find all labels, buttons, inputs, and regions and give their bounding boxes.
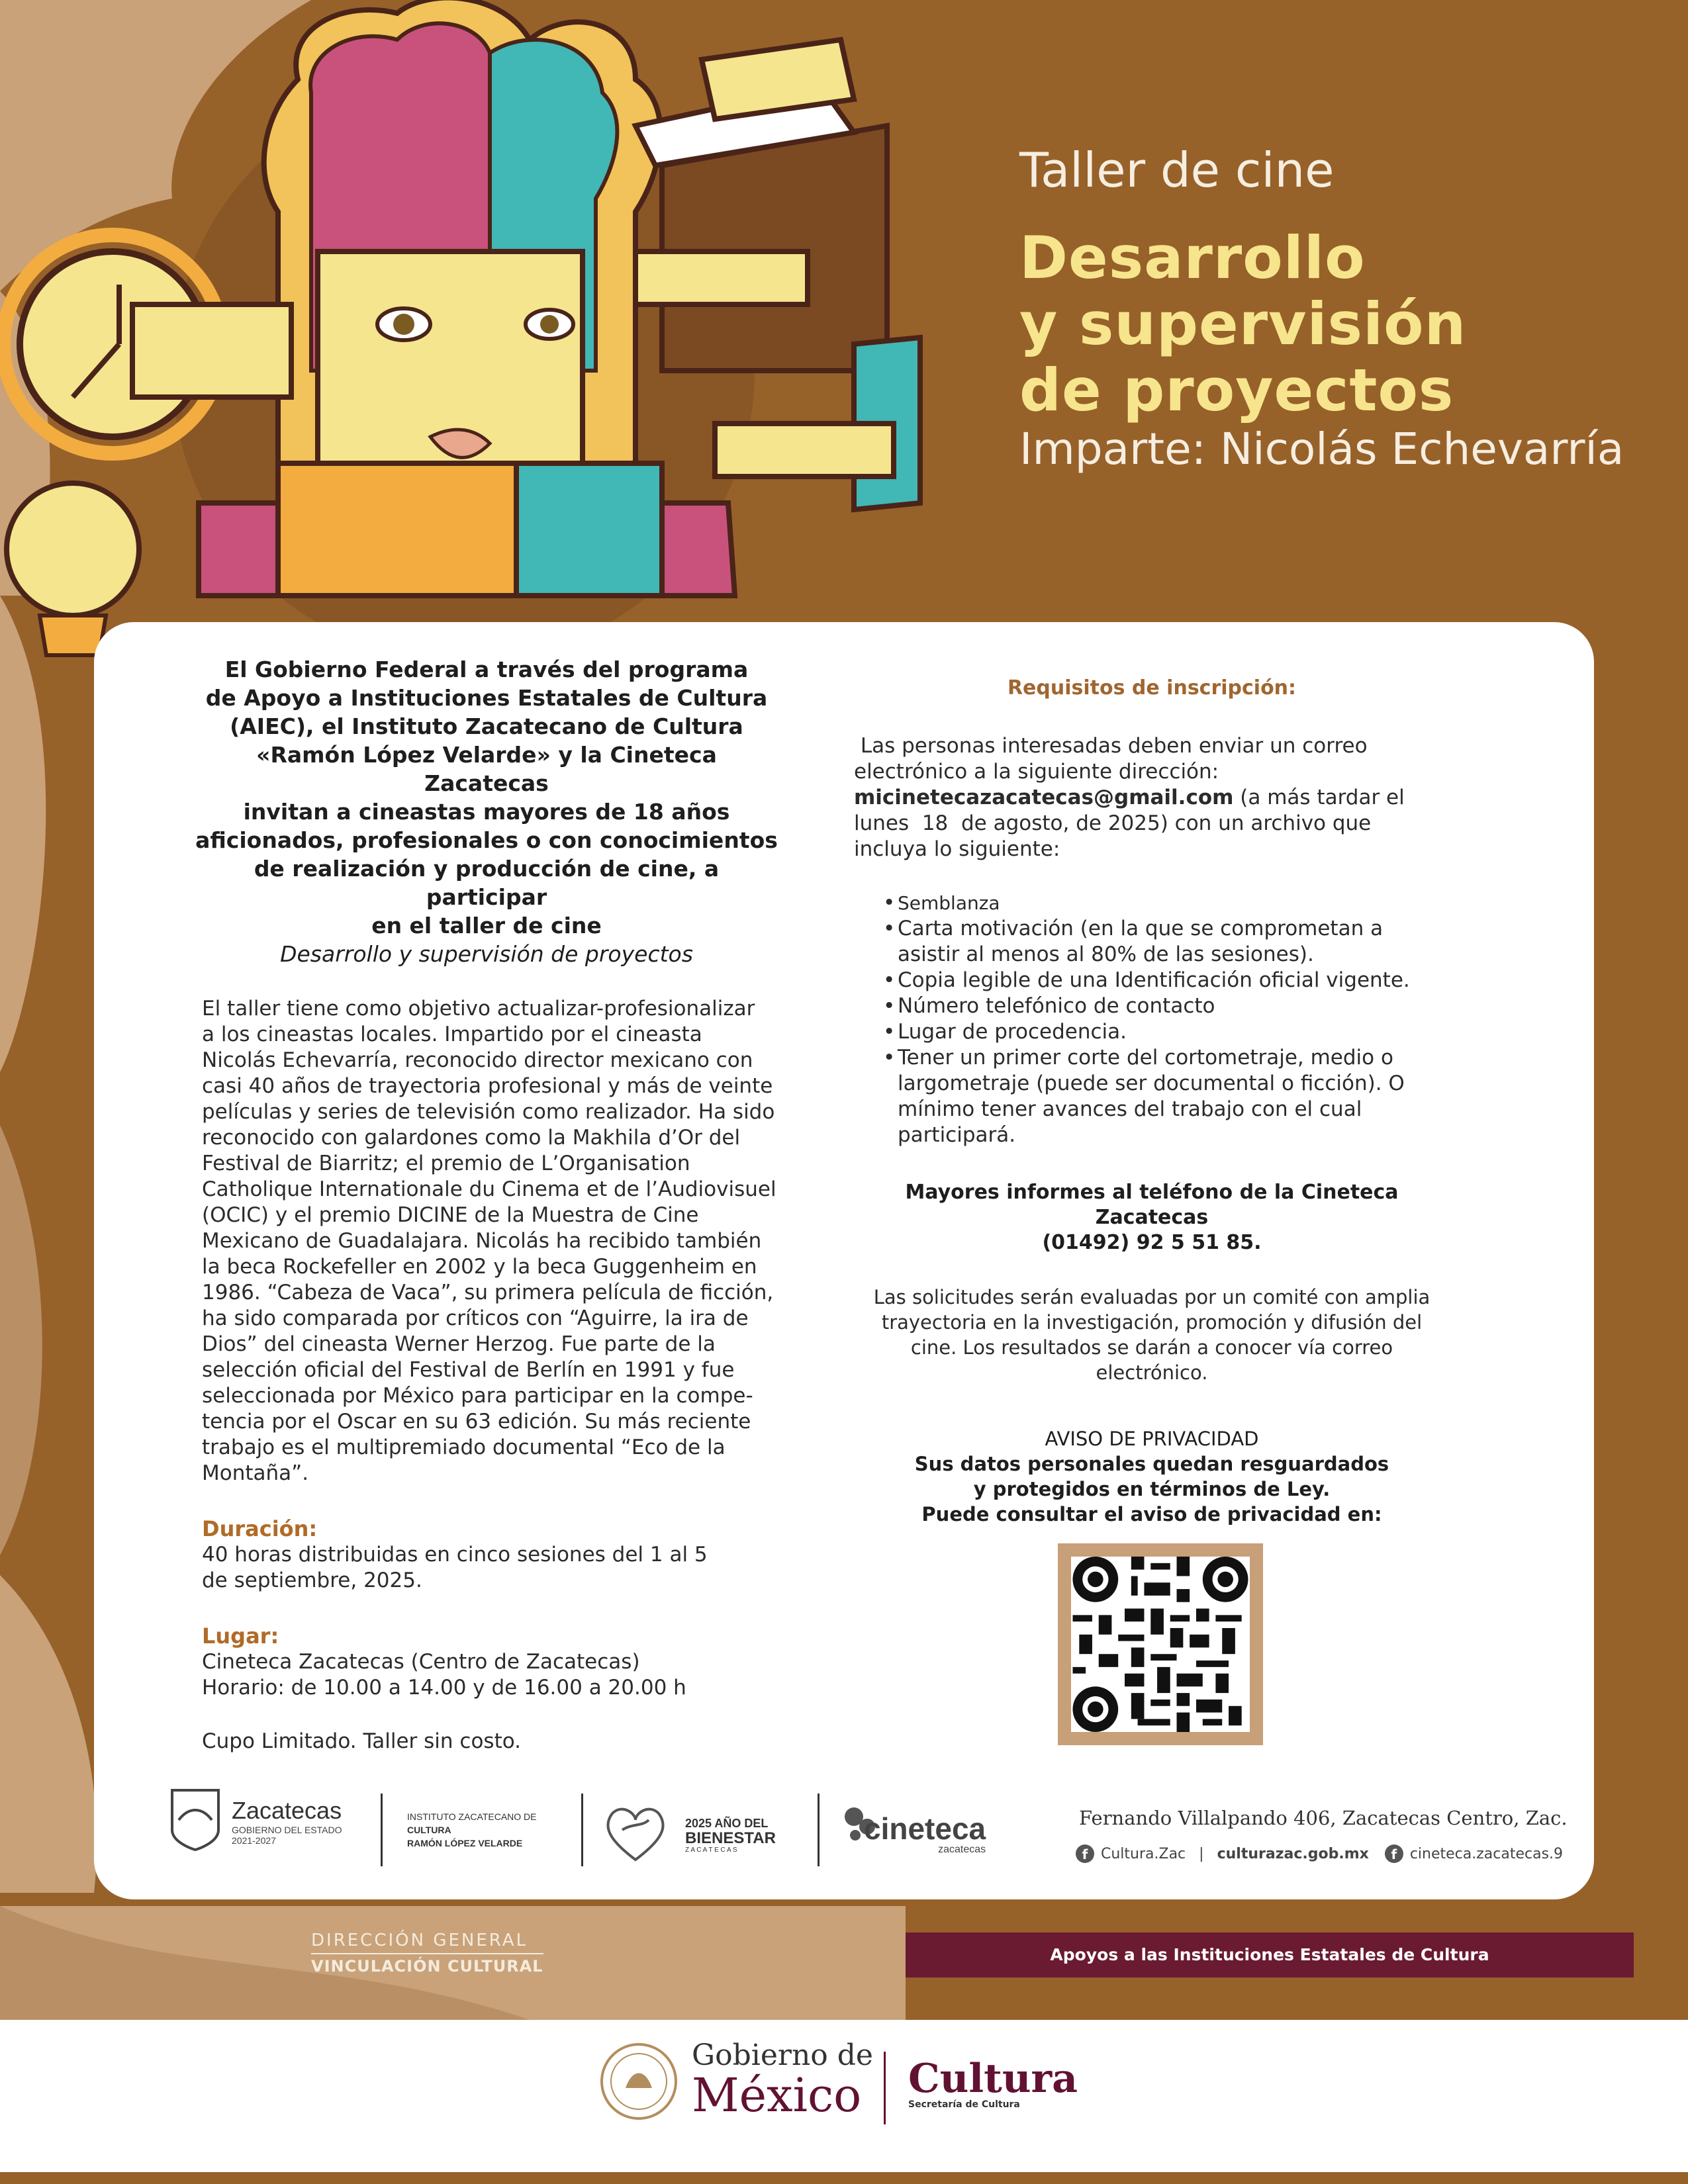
logo-divider [381, 1794, 383, 1866]
description-text [202, 996, 778, 1486]
item-text: Copia legible de una Identificación oficial vigente. [898, 968, 1410, 992]
list-item [883, 993, 1450, 1019]
item-text: asistir al menos al 80% de las sesiones). [898, 942, 1314, 966]
description-line: Catholique Internationale du Cinema et de l’Audiovisuel [202, 1177, 776, 1201]
duration-text [202, 1542, 778, 1594]
duration-line: de septiembre, 2025. [202, 1569, 422, 1592]
mexico-seal-icon [599, 2042, 679, 2124]
bienestar-line: BIENESTAR [685, 1829, 776, 1847]
item-text: Carta motivación (en la que se comprometan a [898, 917, 1383, 940]
bienestar-line: 2025 AÑO DEL [685, 1817, 769, 1830]
bullet-icon: • [883, 968, 896, 992]
description-line: tencia por el Oscar en su 63 edición. Su más reciente [202, 1410, 751, 1433]
facebook-icon: f [1385, 1844, 1403, 1863]
list-item [883, 968, 1450, 993]
description-line: Mexicano de Guadalajara. Nicolás ha recibido también [202, 1229, 762, 1253]
right-column [854, 675, 1450, 1527]
cineteca-name: cineteca [864, 1811, 986, 1846]
place-line: Cineteca Zacatecas (Centro de Zacatecas) [202, 1650, 640, 1674]
email-link[interactable]: micinetecazacatecas@gmail.com [854, 786, 1234, 809]
description-line: a los cineastas locales. Impartido por el cineasta [202, 1023, 702, 1046]
cultura-sub: Secretaría de Cultura [908, 2099, 1020, 2110]
list-item [883, 1045, 1450, 1148]
logo-divider [581, 1794, 583, 1866]
title-line-2: y supervisión [1019, 290, 1467, 358]
instructions-line: incluya lo siguiente: [854, 837, 1060, 861]
title-line-3: de proyectos [1019, 356, 1454, 424]
description-line: selección oficial del Festival de Berlín en 1991 y fue [202, 1358, 735, 1382]
intro-line: aficionados, profesionales o con conocimientos [195, 827, 778, 853]
description-line: casi 40 años de trayectoria profesional y más de veinte [202, 1074, 773, 1098]
dg-line-1: DIRECCIÓN GENERAL [311, 1931, 543, 1954]
heart-dove-icon [599, 1800, 672, 1866]
intro-workshop-title: Desarrollo y supervisión de proyectos [280, 941, 693, 967]
facebook-icon: f [1076, 1844, 1094, 1863]
zacatecas-years: 2021-2027 [232, 1835, 276, 1846]
izc-line: CULTURA [407, 1825, 451, 1835]
intro-line: de Apoyo a Instituciones Estatales de Cultura [205, 685, 768, 711]
privacy-notice [854, 1426, 1450, 1527]
intro-line: El Gobierno Federal a través del programa [224, 657, 749, 682]
privacy-line: Puede consultar el aviso de privacidad en: [921, 1503, 1382, 1525]
bullet-icon: • [883, 917, 896, 940]
gob-line-2: México [692, 2068, 862, 2122]
instructions-line: electrónico a la siguiente dirección: [854, 760, 1219, 784]
phone-number: (01492) 92 5 51 85. [1042, 1231, 1262, 1254]
logo-divider [884, 2052, 886, 2124]
facebook-link[interactable]: Cultura.Zac [1101, 1845, 1186, 1862]
instructor-line: Imparte: Nicolás Echevarría [1019, 424, 1624, 475]
description-line: 1986. “Cabeza de Vaca”, su primera película de ficción, [202, 1281, 774, 1304]
gobierno-mexico-logo [692, 2038, 873, 2122]
intro-line: (AIEC), el Instituto Zacatecano de Cultura [230, 713, 743, 739]
item-text: Semblanza [898, 892, 1000, 914]
instructions-line: lunes 18 de agosto, de 2025) con un archivo que [854, 811, 1372, 835]
description-line: (OCIC) y el premio DICINE de la Muestra de Cine [202, 1203, 699, 1227]
duration-line: 40 horas distribuidas en cinco sesiones del 1 al 5 [202, 1543, 708, 1567]
list-item [883, 1019, 1450, 1045]
logo-divider [818, 1794, 820, 1866]
address: Fernando Villalpando 406, Zacatecas Centro, Zac. [1079, 1807, 1568, 1829]
zacatecas-shield-icon [169, 1787, 222, 1853]
cineteca-sub: zacatecas [938, 1844, 986, 1855]
info-text [854, 1180, 1450, 1255]
deadline-text: (a más tardar el [1233, 786, 1405, 809]
description-line: películas y series de televisión como realizador. Ha sido [202, 1100, 775, 1124]
izc-line: RAMÓN LÓPEZ VELARDE [407, 1838, 523, 1848]
list-item [883, 916, 1450, 968]
evaluation-line: Las solicitudes serán evaluadas por un comité con amplia [873, 1286, 1430, 1308]
item-text: mínimo tener avances del trabajo con el cual [898, 1097, 1362, 1121]
title-line-1: Desarrollo [1019, 224, 1366, 292]
instructions-line: Las personas interesadas deben enviar un correo [854, 734, 1368, 758]
qr-code-icon [1071, 1557, 1250, 1732]
privacy-title: AVISO DE PRIVACIDAD [1045, 1428, 1259, 1450]
cineteca-logo-text [864, 1813, 986, 1856]
intro-line: «Ramón López Velarde» y la Cineteca Zacatecas [256, 742, 717, 796]
privacy-line: Sus datos personales quedan resguardados [914, 1453, 1389, 1475]
email-line [854, 785, 1450, 811]
dg-line-2: VINCULACIÓN CULTURAL [311, 1957, 543, 1976]
cultura-logo [908, 2058, 1078, 2110]
item-text: Tener un primer corte del cortometraje, medio o [898, 1046, 1393, 1069]
social-links [1076, 1844, 1563, 1863]
evaluation-line: trayectoria en la investigación, promoción y difusión del [881, 1311, 1423, 1334]
description-line: seleccionada por México para participar en la compe- [202, 1384, 753, 1408]
place-text [202, 1649, 778, 1701]
bottom-strip [0, 2172, 1688, 2184]
evaluation-text [854, 1285, 1450, 1385]
zacatecas-logo [169, 1787, 222, 1856]
cupo-text: Cupo Limitado. Taller sin costo. [202, 1729, 521, 1753]
description-line: Montaña”. [202, 1461, 309, 1485]
requirements-heading: Requisitos de inscripción: [1007, 676, 1297, 700]
description-line: ha sido comparada por críticos con “Aguirre, la ira de [202, 1306, 749, 1330]
evaluation-line: cine. Los resultados se darán a conocer vía correo [910, 1336, 1393, 1359]
item-text: largometraje (puede ser documental o ficción). O [898, 1071, 1405, 1095]
institution-logos [165, 1787, 1039, 1873]
privacy-line: y protegidos en términos de Ley. [973, 1478, 1331, 1500]
bienestar-line: Z A C A T E C A S [685, 1846, 737, 1854]
item-text: Número telefónico de contacto [898, 994, 1215, 1018]
apoyos-banner: Apoyos a las Instituciones Estatales de Cultura [906, 1933, 1634, 1978]
intro-line: en el taller de cine [371, 913, 602, 938]
bienestar-logo [599, 1800, 672, 1869]
email-instructions [854, 733, 1450, 862]
duration-label: Duración: [202, 1516, 318, 1541]
description-line: la beca Rockefeller en 2002 y la beca Guggenheim en [202, 1255, 757, 1279]
gob-line-1: Gobierno de [692, 2038, 873, 2072]
info-line: Mayores informes al teléfono de la Cineteca Zacatecas [905, 1181, 1399, 1229]
schedule-line: Horario: de 10.00 a 14.00 y de 16.00 a 20.00 h [202, 1676, 686, 1700]
description-line: reconocido con galardones como la Makhila d’Or del [202, 1126, 741, 1150]
item-text: Lugar de procedencia. [898, 1020, 1127, 1044]
direccion-general-logo [311, 1931, 543, 1976]
evaluation-line: electrónico. [1096, 1361, 1208, 1384]
zacatecas-logo-text [232, 1797, 342, 1846]
description-line: Dios” del cineasta Werner Herzog. Fue parte de la [202, 1332, 716, 1356]
izc-line: INSTITUTO ZACATECANO DE [407, 1811, 537, 1822]
qr-code[interactable] [1071, 1557, 1250, 1732]
izc-logo [407, 1810, 537, 1850]
bullet-icon: • [883, 891, 896, 915]
intro-line: invitan a cineastas mayores de 18 años [243, 799, 730, 825]
requirements-list [883, 890, 1450, 1148]
bullet-icon: • [883, 994, 896, 1018]
bullet-icon: • [883, 1046, 896, 1069]
description-line: trabajo es el multipremiado documental “Eco de la [202, 1435, 726, 1459]
left-column [195, 655, 778, 1754]
description-line: Festival de Biarritz; el premio de L’Organisation [202, 1152, 690, 1175]
description-line: Nicolás Echevarría, reconocido director mexicano con [202, 1048, 753, 1072]
bullet-icon: • [883, 1020, 896, 1044]
workshop-label: Taller de cine [1019, 142, 1335, 198]
qr-code-frame [1058, 1543, 1263, 1745]
place-label: Lugar: [202, 1623, 279, 1649]
zacatecas-sub: GOBIERNO DEL ESTADO [232, 1825, 342, 1835]
website-link[interactable]: culturazac.gob.mx [1217, 1845, 1369, 1862]
cultura-name: Cultura [908, 2056, 1078, 2102]
zacatecas-name: Zacatecas [232, 1797, 342, 1824]
intro-text [195, 655, 778, 940]
list-item [883, 890, 1450, 916]
intro-line: de realización y producción de cine, a participar [254, 856, 720, 910]
bienestar-logo-text [685, 1817, 776, 1854]
facebook-link-cineteca[interactable]: cineteca.zacatecas.9 [1409, 1845, 1564, 1862]
description-line: El taller tiene como objetivo actualizar-profesionalizar [202, 997, 755, 1021]
item-text: participará. [898, 1123, 1016, 1147]
divider: | [1199, 1845, 1204, 1862]
